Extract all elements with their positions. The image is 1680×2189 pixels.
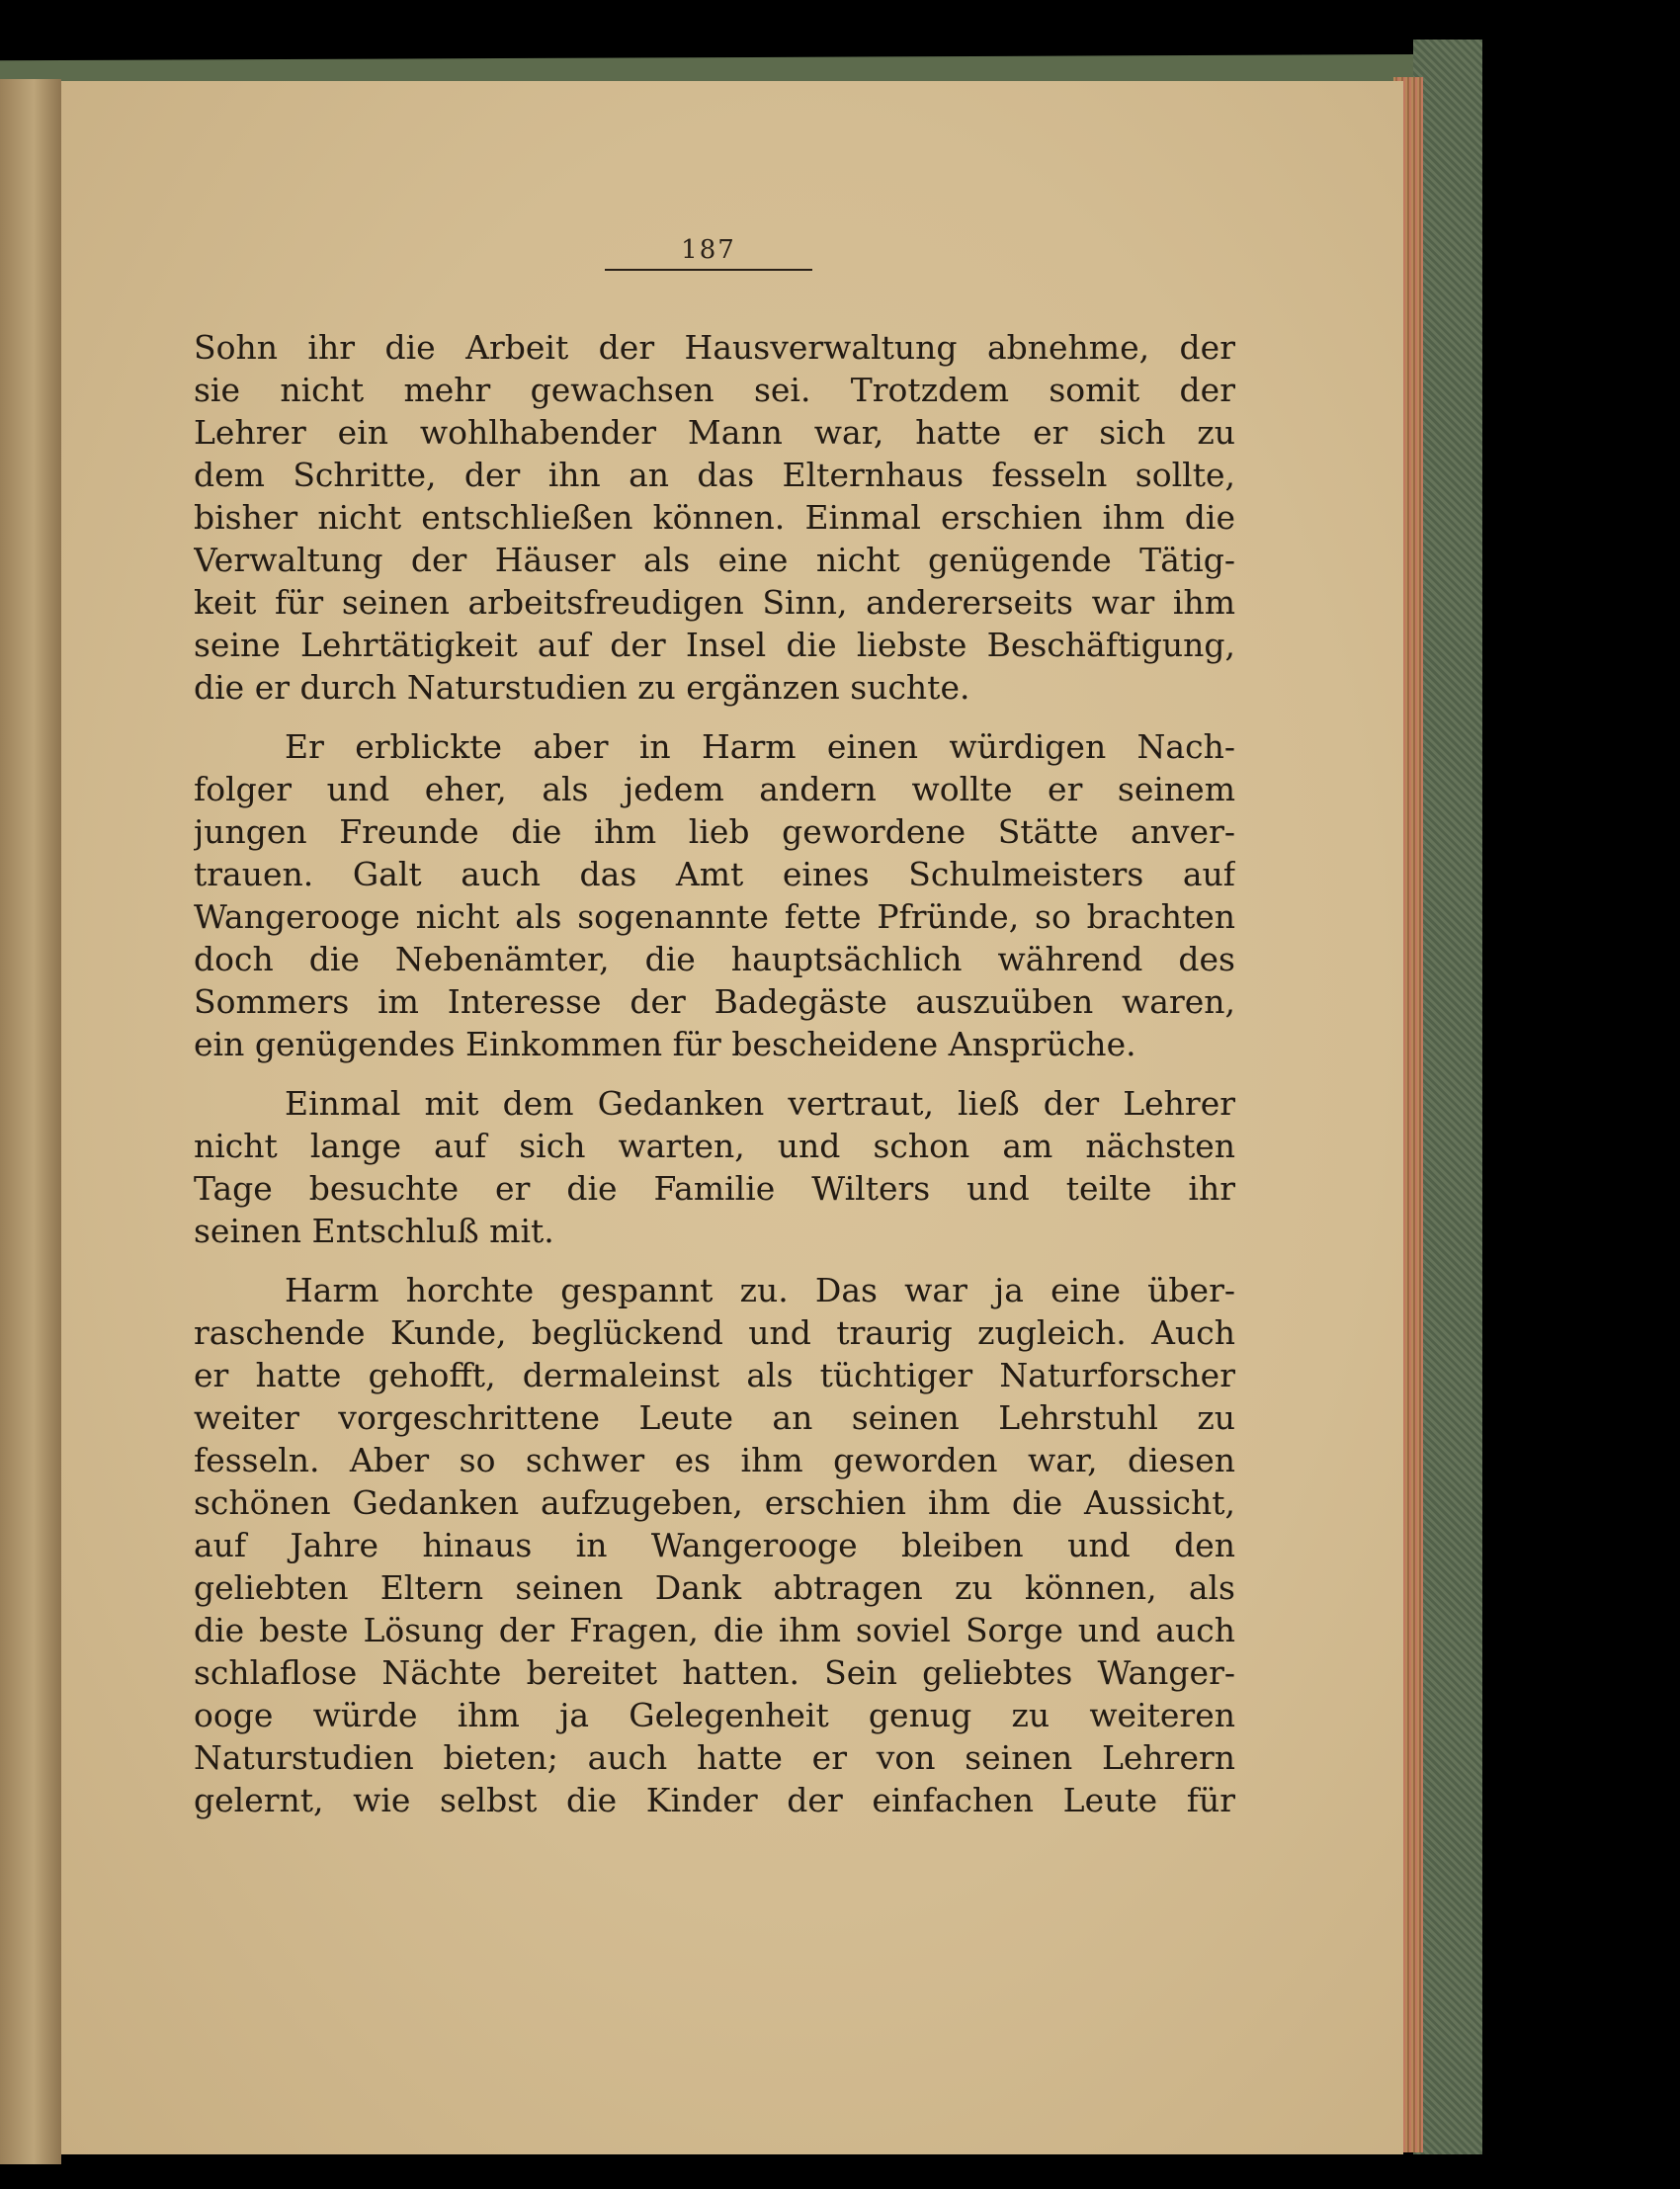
text-line: ein genügendes Einkommen für bescheidene Ansprüche. <box>194 1025 1136 1063</box>
text-line: Verwaltung der Häuser als eine nicht genügende Tätig- <box>194 541 1235 579</box>
text-line: Er erblickte aber in Harm einen würdigen Nach- <box>285 727 1235 766</box>
text-line: folger und eher, als jedem andern wollte er seinem <box>194 770 1235 808</box>
previous-page-edge <box>0 79 61 2164</box>
text-line: gelernt, wie selbst die Kinder der einfachen Leute für <box>194 1781 1235 1819</box>
text-line: Sohn ihr die Arbeit der Hausverwaltung abnehme, der <box>194 328 1235 367</box>
text-line: sie nicht mehr gewachsen sei. Trotzdem somit der <box>194 371 1235 409</box>
text-line: Wangerooge nicht als sogenannte fette Pfründe, so brachten <box>194 897 1235 936</box>
text-line: schlaflose Nächte bereitet hatten. Sein geliebtes Wanger- <box>194 1653 1235 1692</box>
text-line: seinen Entschluß mit. <box>194 1212 554 1250</box>
text-line: keit für seinen arbeitsfreudigen Sinn, andererseits war ihm <box>194 583 1235 622</box>
text-line: schönen Gedanken aufzugeben, erschien ihm die Aussicht, <box>194 1483 1235 1522</box>
text-line: ooge würde ihm ja Gelegenheit genug zu weiteren <box>194 1696 1235 1734</box>
text-line: dem Schritte, der ihn an das Elternhaus fesseln sollte, <box>194 456 1235 494</box>
text-line: doch die Nebenämter, die hauptsächlich während des <box>194 940 1235 978</box>
text-line: fesseln. Aber so schwer es ihm geworden war, diesen <box>194 1441 1235 1479</box>
paragraph-1 <box>194 326 1235 709</box>
text-line: Tage besuchte er die Familie Wilters und teilte ihr <box>194 1169 1235 1208</box>
book-cover-right-edge <box>1413 40 1482 2154</box>
paragraph-4 <box>194 1269 1235 1821</box>
text-line: Lehrer ein wohlhabender Mann war, hatte er sich zu <box>194 413 1235 452</box>
text-line: raschende Kunde, beglückend und traurig zugleich. Auch <box>194 1313 1235 1352</box>
page-header <box>605 235 812 271</box>
body-text <box>194 326 1235 1821</box>
text-line: die er durch Naturstudien zu ergänzen suchte. <box>194 668 970 707</box>
text-line: geliebten Eltern seinen Dank abtragen zu können, als <box>194 1568 1235 1607</box>
paragraph-2 <box>194 725 1235 1065</box>
text-line: trauen. Galt auch das Amt eines Schulmeisters auf <box>194 855 1235 893</box>
header-rule <box>605 269 812 271</box>
text-line: nicht lange auf sich warten, und schon am nächsten <box>194 1127 1235 1165</box>
text-line: Naturstudien bieten; auch hatte er von seinen Lehrern <box>194 1738 1235 1777</box>
text-line: bisher nicht entschließen können. Einmal erschien ihm die <box>194 498 1235 537</box>
text-line: seine Lehrtätigkeit auf der Insel die liebste Beschäftigung, <box>194 626 1235 664</box>
paragraph-3 <box>194 1082 1235 1252</box>
text-line: Harm horchte gespannt zu. Das war ja eine über- <box>285 1271 1235 1309</box>
text-line: Sommers im Interesse der Badegäste auszuüben waren, <box>194 982 1235 1021</box>
text-line: die beste Lösung der Fragen, die ihm soviel Sorge und auch <box>194 1611 1235 1649</box>
page-number: 187 <box>681 235 736 265</box>
text-line: jungen Freunde die ihm lieb gewordene Stätte anver- <box>194 812 1235 851</box>
text-line: er hatte gehofft, dermaleinst als tüchtiger Naturforscher <box>194 1356 1235 1394</box>
text-line: Einmal mit dem Gedanken vertraut, ließ der Lehrer <box>285 1084 1235 1123</box>
text-line: auf Jahre hinaus in Wangerooge bleiben und den <box>194 1526 1235 1564</box>
text-line: weiter vorgeschrittene Leute an seinen Lehrstuhl zu <box>194 1398 1235 1437</box>
